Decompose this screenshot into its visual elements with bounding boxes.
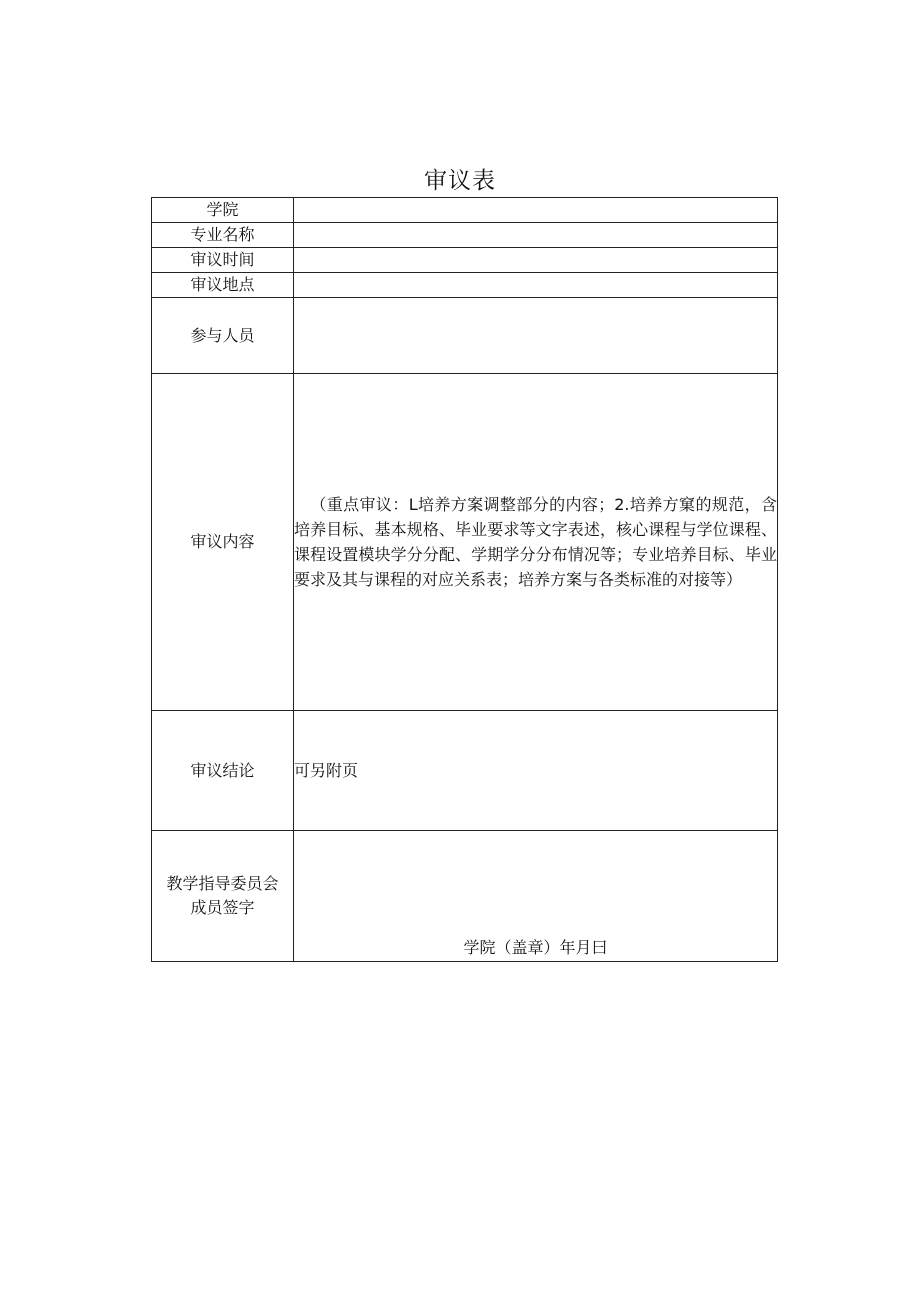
review-time-label: 审议时间 — [152, 248, 294, 273]
review-conclusion-label: 审议结论 — [152, 711, 294, 831]
committee-signature-label — [152, 831, 294, 962]
review-content-field[interactable] — [294, 374, 778, 711]
form-row-college — [152, 198, 778, 223]
form-row-conclusion — [152, 711, 778, 831]
committee-signature-label-line2: 成员签字 — [190, 898, 255, 917]
form-row-place — [152, 273, 778, 298]
form-row-time — [152, 248, 778, 273]
participants-field[interactable] — [294, 298, 778, 374]
college-label: 学院 — [152, 198, 294, 223]
major-name-label: 专业名称 — [152, 223, 294, 248]
review-content-label: 审议内容 — [152, 374, 294, 711]
review-place-field[interactable] — [294, 273, 778, 298]
form-row-signature — [152, 831, 778, 962]
committee-signature-label-line1: 教学指导委员会 — [166, 874, 279, 893]
college-field[interactable] — [294, 198, 778, 223]
review-conclusion-field[interactable]: 可另附页 — [294, 711, 778, 831]
committee-signature-field[interactable] — [294, 831, 778, 962]
page-title: 审议表 — [424, 168, 496, 194]
review-form-table — [151, 197, 778, 962]
review-place-label: 审议地点 — [152, 273, 294, 298]
review-content-text: （重点审议：L培养方案调整部分的内容；2.培养方窠的规范，含培养目标、基本规格、毕业要求等文字表述，核心课程与学位课程、课程设置模块学分分配、学期学分分布情况等；专业培养目标、毕业要求及其与课程的对应关系表；培养方案与各类标准的对接等） — [294, 495, 777, 589]
major-name-field[interactable] — [294, 223, 778, 248]
review-time-field[interactable] — [294, 248, 778, 273]
form-row-members — [152, 298, 778, 374]
college-stamp-date-line: 学院（盖章）年月曰 — [463, 938, 608, 957]
form-row-major — [152, 223, 778, 248]
form-row-content — [152, 374, 778, 711]
participants-label: 参与人员 — [152, 298, 294, 374]
